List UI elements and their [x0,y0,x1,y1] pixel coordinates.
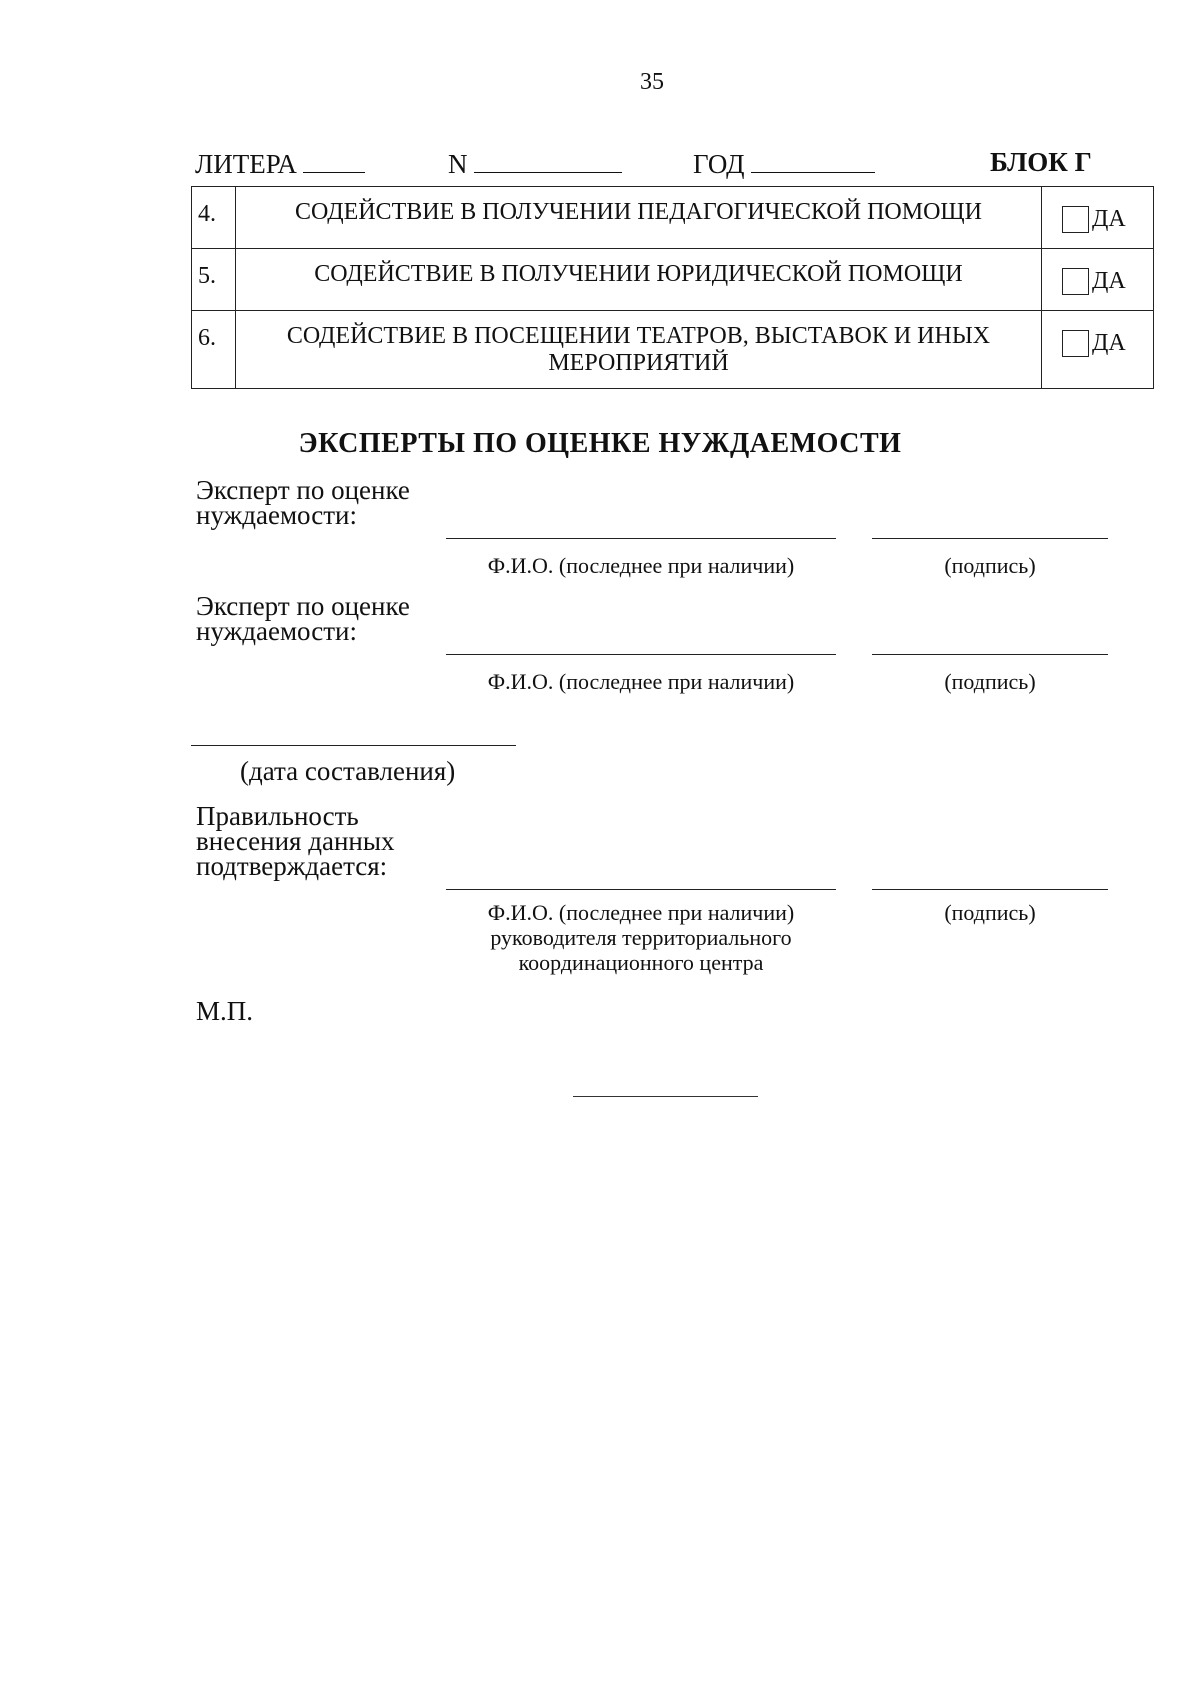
block-label: БЛОК Г [990,147,1092,177]
number-field [448,146,622,180]
fio-caption: Ф.И.О. (последнее при наличии) [487,669,795,694]
litera-label: ЛИТЕРА [195,149,297,179]
checkbox-cell [1042,311,1154,389]
confirmation-label [196,801,395,881]
stamp-label: М.П. [196,996,254,1026]
checkbox-cell [1042,249,1154,311]
row-number: 4. [192,187,236,249]
number-label: N [448,149,468,179]
expert-signature-line[interactable] [872,654,1108,655]
year-blank[interactable] [751,146,875,173]
signature-caption: (подпись) [944,900,1036,925]
date-caption: (дата составления) [240,756,456,786]
service-text: СОДЕЙСТВИЕ В ПОЛУЧЕНИИ ЮРИДИЧЕСКОЙ ПОМОЩИ [236,249,1042,311]
checkbox-label: ДА [1092,329,1126,356]
row-number: 6. [192,311,236,389]
yes-checkbox[interactable] [1062,268,1089,295]
checkbox-cell [1042,187,1154,249]
head-fio-line[interactable] [446,889,836,890]
experts-title: ЭКСПЕРТЫ ПО ОЦЕНКЕ НУЖДАЕМОСТИ [298,428,902,459]
head-signature-line[interactable] [872,889,1108,890]
caption-line: координационного центра [518,950,764,975]
expert-label-line: нуждаемости: [196,500,357,530]
confirmation-label-line: Правильность [196,801,359,831]
expert-signature-line[interactable] [872,538,1108,539]
fio-caption: Ф.И.О. (последнее при наличии) [487,553,795,578]
caption-line: Ф.И.О. (последнее при наличии) [487,900,795,925]
checkbox-label: ДА [1092,267,1126,294]
date-line[interactable] [191,745,516,746]
signature-caption: (подпись) [944,553,1036,578]
expert-fio-line[interactable] [446,654,836,655]
expert-label [196,591,410,646]
litera-blank[interactable] [303,146,365,173]
services-table [191,186,1154,389]
service-text: СОДЕЙСТВИЕ В ПОЛУЧЕНИИ ПЕДАГОГИЧЕСКОЙ ПОМОЩИ [236,187,1042,249]
signature-caption: (подпись) [944,669,1036,694]
checkbox-label: ДА [1092,205,1126,232]
year-field [693,146,875,180]
end-separator [573,1096,758,1097]
expert-fio-line[interactable] [446,538,836,539]
table-row [192,187,1154,249]
service-text: СОДЕЙСТВИЕ В ПОСЕЩЕНИИ ТЕАТРОВ, ВЫСТАВОК И ИНЫХ МЕРОПРИЯТИЙ [236,311,1042,389]
yes-checkbox[interactable] [1062,330,1089,357]
page-number: 35 [640,69,664,95]
caption-line: руководителя территориального [490,925,792,950]
confirmation-label-line: подтверждается: [196,851,388,881]
expert-label-line: Эксперт по оценке [196,591,410,621]
head-fio-caption [446,900,836,975]
expert-label-line: Эксперт по оценке [196,475,410,505]
row-number: 5. [192,249,236,311]
yes-checkbox[interactable] [1062,206,1089,233]
table-row [192,249,1154,311]
confirmation-label-line: внесения данных [196,826,395,856]
table-row [192,311,1154,389]
expert-label-line: нуждаемости: [196,616,357,646]
number-blank[interactable] [474,146,622,173]
litera-field [195,146,365,180]
year-label: ГОД [693,149,745,179]
expert-label [196,475,410,530]
